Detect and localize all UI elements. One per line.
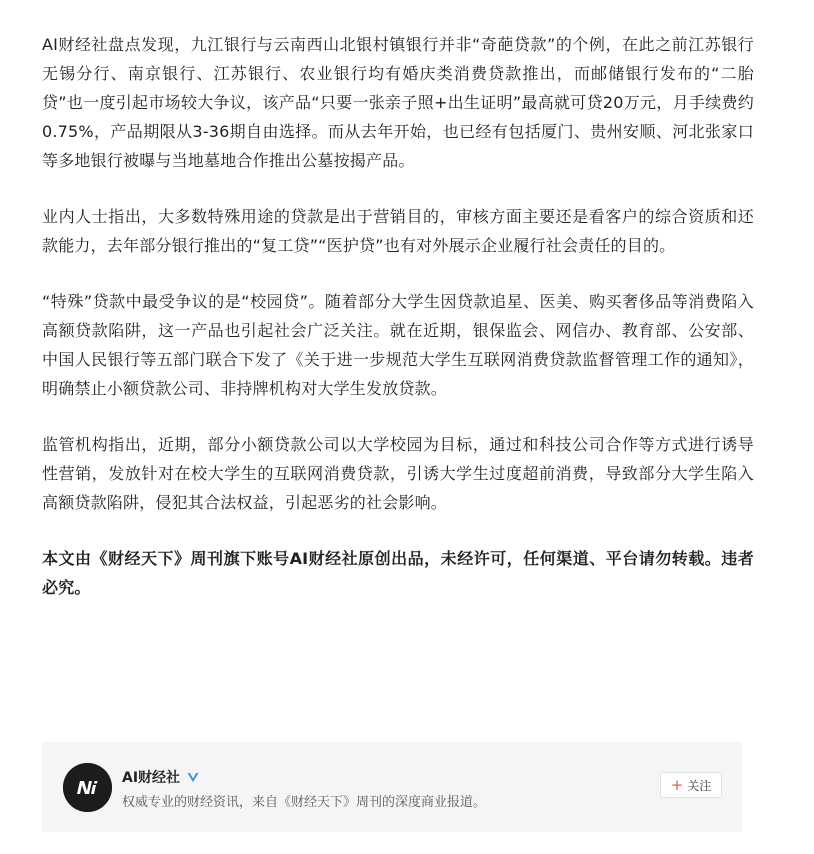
- plus-icon: +: [670, 775, 684, 794]
- ai-caijingshe-logo-icon: [63, 763, 112, 812]
- copyright-notice: 本文由《财经天下》周刊旗下账号AI财经社原创出品，未经许可，任何渠道、平台请勿转载。违者必究。: [42, 549, 754, 597]
- article-paragraph-1: AI财经社盘点发现，九江银行与云南西山北银村镇银行并非“奇葩贷款”的个例，在此之前江苏银行无锡分行、南京银行、江苏银行、农业银行均有婚庆类消费贷款推出，而邮储银行发布的“二胎贷”也一度引起市场较大争议，该产品“只要一张亲子照+出生证明”最高就可贷20万元，月手续费约0.75%，产品期限从3-36期自由选择。而从去年开始，也已经有包括厦门、贵州安顺、河北张家口等多地银行被曝与当地墓地合作推出公墓按揭产品。: [42, 35, 754, 170]
- follow-button[interactable]: [660, 772, 722, 798]
- verified-v-icon: [186, 770, 200, 784]
- author-card: [42, 742, 742, 832]
- author-name-row: [122, 767, 200, 787]
- follow-label: 关注: [687, 778, 712, 793]
- article-paragraph-4: 监管机构指出，近期，部分小额贷款公司以大学校园为目标，通过和科技公司合作等方式进行诱导性营销，发放针对在校大学生的互联网消费贷款，引诱大学生过度超前消费，导致部分大学生陷入高额贷款陷阱，侵犯其合法权益，引起恶劣的社会影响。: [42, 435, 754, 512]
- author-avatar[interactable]: [63, 763, 112, 812]
- author-description: 权威专业的财经资讯，来自《财经天下》周刊的深度商业报道。: [122, 795, 487, 810]
- author-name[interactable]: AI财经社: [122, 770, 181, 786]
- article-paragraph-3: “特殊”贷款中最受争议的是“校园贷”。随着部分大学生因贷款追星、医美、购买奢侈品等消费陷入高额贷款陷阱，这一产品也引起社会广泛关注。就在近期，银保监会、网信办、教育部、公安部、中国人民银行等五部门联合下发了《关于进一步规范大学生互联网消费贷款监督管理工作的通知》，明确禁止小额贷款公司、非持牌机构对大学生发放贷款。: [42, 292, 754, 398]
- article-paragraph-2: 业内人士指出，大多数特殊用途的贷款是出于营销目的，审核方面主要还是看客户的综合资质和还款能力，去年部分银行推出的“复工贷”“医护贷”也有对外展示企业履行社会责任的目的。: [42, 207, 754, 255]
- article-body: [42, 30, 754, 629]
